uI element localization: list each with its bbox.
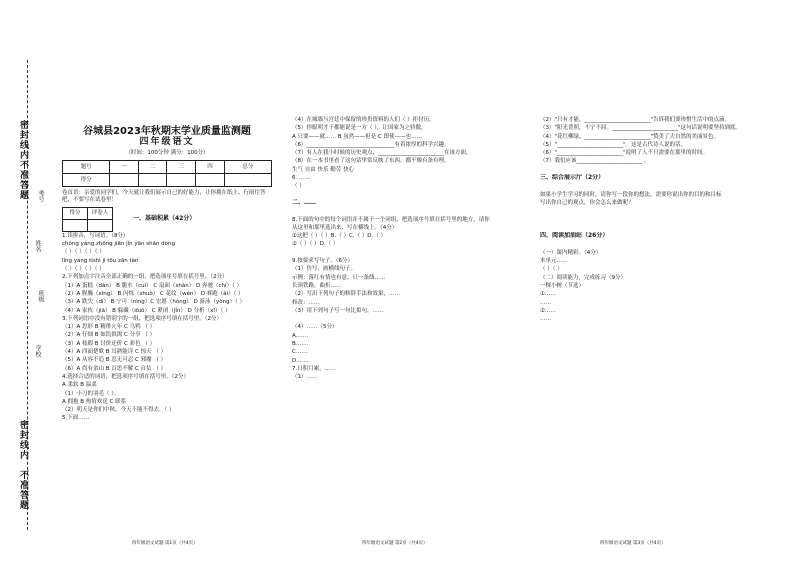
question-line bbox=[292, 249, 507, 257]
question-line bbox=[292, 207, 507, 215]
question-line: A 柔软 B 温柔 bbox=[62, 382, 97, 389]
question-list bbox=[540, 116, 755, 323]
question-line: （3）用下列句子写一句比拟句，…… bbox=[292, 307, 384, 314]
question-line: （1）小刀的羽毛（ ）。 bbox=[62, 390, 120, 397]
question-line: （4）A 家伙（jiā） B 躲藏（duǒ） C 紧闭（jǐn） D 分析（xī）（ ） bbox=[62, 307, 231, 314]
score-head-cell: 四 bbox=[196, 160, 225, 173]
question-line: （4）"花红柳绿，________________________"赞美了大自然的美丽景色。 bbox=[540, 133, 720, 140]
grader-score-field[interactable] bbox=[63, 219, 88, 231]
question-line: （2）A 仔细 B 如饥似渴 C 分享 （ ） bbox=[62, 332, 156, 339]
question-list bbox=[62, 232, 272, 423]
grader-name-field[interactable] bbox=[88, 219, 113, 231]
page-3 bbox=[540, 0, 755, 561]
exam-title: 谷城县2023年秋期末学业质量监测题 bbox=[83, 126, 251, 137]
question-line: （5）A 从容不追 B 忍无可忍 C 邪魔 （ ） bbox=[62, 357, 167, 364]
question-line: （3）"阳光普照，不宁不屈。________________________"这句话说明要坚持到底。 bbox=[540, 125, 742, 132]
question-line bbox=[540, 216, 755, 224]
question-line: 7.日积月累。…… bbox=[292, 365, 336, 372]
class-label: 班级 bbox=[37, 290, 44, 302]
page-2 bbox=[292, 0, 507, 561]
score-cell[interactable] bbox=[167, 173, 196, 186]
question-line: （1）仿写，画横线句子。 bbox=[292, 266, 357, 273]
question-line: （ ）（ ） bbox=[540, 266, 563, 273]
question-line: D.…… bbox=[292, 357, 309, 364]
question-line: （3）A 跌失（dí） B 宁可（nìng）C 宏愿（hóng） D 游泳（yǒng）（ ） bbox=[62, 299, 246, 306]
question-line: ①这把（ ）（ ）B.（ ）C.（ ）D.（ ） bbox=[292, 233, 387, 240]
question-line: （5）"________________________"。这是古代诗人说的话。 bbox=[540, 141, 687, 148]
question-line: A 拥抱 B 热情欢送 C 联系 bbox=[62, 398, 127, 405]
page-footer: 四年级语文试题 第3页（共4页） bbox=[600, 541, 666, 546]
score-cell[interactable] bbox=[196, 173, 225, 186]
exam-id-label: 考号 bbox=[37, 190, 44, 202]
question-line bbox=[540, 224, 755, 232]
question-line: A 只要——就…… B 虽然——但是 C 即使——也…… bbox=[292, 133, 423, 140]
question-list bbox=[292, 116, 507, 382]
school-label: 学校 bbox=[34, 345, 41, 357]
question-line: （ ）（ ）（ ）（ ） bbox=[62, 249, 105, 256]
question-line: C.…… bbox=[292, 349, 309, 356]
question-line: （一）课内精彩。（4分） bbox=[540, 249, 602, 256]
no-answer-label-bottom: 不准答题 bbox=[18, 470, 28, 510]
question-line: （2）明天是你们中秋，今天不能不得去。（ ） bbox=[62, 407, 175, 414]
question-line: （2）写出下列句子的修辞手法和效果，…… bbox=[292, 291, 401, 298]
grader-score-label: 得分 bbox=[63, 207, 88, 219]
grader-name-label: 评卷人 bbox=[88, 207, 113, 219]
seal-label-top: 密封线内 bbox=[18, 120, 28, 160]
question-line: 3.下列词语中没有错别字的一组，把选项序号填在括号里。（2分） bbox=[62, 315, 222, 322]
score-head-cell: 总分 bbox=[224, 160, 271, 173]
question-line: 本单元…… bbox=[540, 258, 568, 265]
score-cell: 得分 bbox=[63, 173, 110, 186]
question-line: （二）阅读能力，完成练习（9分） bbox=[540, 274, 627, 281]
question-line: 6. …… bbox=[292, 175, 310, 182]
question-line: 9.按要求写句子。（6分） bbox=[292, 258, 353, 265]
question-line: 二、…… bbox=[292, 198, 317, 206]
question-line: A.…… bbox=[292, 332, 309, 339]
question-line: 示例：落红有情也有意，只一条线…… bbox=[292, 274, 386, 281]
name-label: 姓名 bbox=[34, 240, 41, 252]
question-line: 写出你自己的观点，你会怎么来做呢？ bbox=[540, 199, 634, 206]
score-head-cell: 三 bbox=[167, 160, 196, 173]
question-line: ①…… bbox=[540, 291, 556, 298]
seal-label-bottom: 密封线内 bbox=[18, 420, 28, 460]
question-line: 三、综合展示厅（2分） bbox=[540, 174, 605, 182]
binding-sidebar bbox=[0, 0, 44, 561]
question-line: （4）……（5分） bbox=[292, 324, 338, 331]
question-line: ②（ ）（ ）D.（ ） bbox=[292, 241, 339, 248]
question-line: 生气 自由 快乐 勤劳 快心 bbox=[292, 166, 354, 173]
section-heading: 一、基础积累（42分） bbox=[133, 215, 196, 223]
no-answer-label-top: 不准答题 bbox=[18, 160, 28, 200]
score-cell[interactable] bbox=[224, 173, 271, 186]
question-line: chóng yáng zhōng jiān jǐn yān shān dòng bbox=[62, 241, 176, 248]
question-line bbox=[540, 240, 755, 248]
question-line: （6）A 尚有余山 B 百思不解 C 自负 （ ） bbox=[62, 365, 167, 372]
question-line: 从这里和那里选出来，写在横线上。（4分） bbox=[292, 224, 398, 231]
question-line: 5.下面…… bbox=[62, 415, 90, 422]
question-line bbox=[292, 315, 507, 323]
score-head-cell: 一 bbox=[110, 160, 139, 173]
page-footer: 四年级语文试题 第1页（共4页） bbox=[132, 541, 198, 546]
question-line: 长领铁路，曲折…… bbox=[292, 282, 342, 289]
question-line: （4）在城墙与宫廷中保留的珍贵资料的人们（ ）拒付历。 bbox=[292, 117, 435, 123]
question-line: 4.选择合适的词语，把选项序号填在括号里。（2分） bbox=[62, 373, 189, 380]
question-line: （7）有人在我小时候的历史观点，________________________在该方面。 bbox=[292, 150, 472, 157]
question-line: （5）你聪明才干都能说是一方（ ），让国家为之骄傲。 bbox=[292, 125, 427, 132]
exam-subtitle: 四年级语文 bbox=[139, 137, 195, 148]
question-line: …… bbox=[540, 299, 551, 306]
score-table bbox=[62, 160, 272, 187]
question-line: B.…… bbox=[292, 341, 309, 348]
score-head-cell: 题号 bbox=[63, 160, 110, 173]
question-line: （2）A 腥臊（xīng） B 闪烁（shuò） C 花纹（wén） D 赛跑（ài）（ ） bbox=[62, 290, 244, 297]
question-line: （3）A 枝瑕 B 讨价还价 C 彩色 （ ） bbox=[62, 340, 156, 347]
page-1 bbox=[62, 0, 272, 561]
score-cell[interactable] bbox=[138, 173, 167, 186]
exam-meta: （时间：100分钟 满分：100分） bbox=[125, 149, 209, 156]
question-line bbox=[540, 166, 755, 174]
question-line: 2.下列加点字注音全部正确的一组，把选项序号填在括号里。（2分） bbox=[62, 274, 228, 281]
question-line: （1）A 蛋糕（dàn） B 脆水（cuì） C 扇面（shān） D 奔驰（chí）（ ） bbox=[62, 282, 242, 289]
question-line: …… bbox=[540, 316, 551, 323]
question-line: 一棵小树（节选） bbox=[540, 282, 585, 289]
score-cell[interactable] bbox=[110, 173, 139, 186]
question-line: （ ） bbox=[292, 183, 305, 190]
question-line: lǐng yáng tíshì jì tōu zān tàn bbox=[62, 257, 139, 264]
question-line bbox=[292, 191, 507, 199]
question-line: ②…… bbox=[540, 307, 556, 314]
score-head-cell: 二 bbox=[138, 160, 167, 173]
question-line: 1.读拼音，写词语。（8分） bbox=[62, 232, 129, 239]
question-line: 8.下面的句中的每个词语并不属于一个同组，把选项序号填在括号里的地方，请你 bbox=[292, 216, 490, 223]
question-line: （1）A 思形 B 精徘亢年 C 乌鸦 （ ） bbox=[62, 324, 156, 331]
question-line: （6）"________________________"说明了人不只需要在那里的时间。 bbox=[540, 150, 709, 157]
question-line: （6）________________________________有着浓厚的科学兴趣。 bbox=[292, 141, 450, 148]
question-line: （7）我们应该________________________ 。 bbox=[540, 158, 650, 165]
question-line: （2）"只有才能，________________________"告诉我们要珍惜生活中的点滴。 bbox=[540, 117, 731, 123]
intro-note: 卷首语：亲爱的同学们，今天就让我们展示自己的好能力，让你拥在纸上、行雨往答吧，不要写在试卷里！ bbox=[62, 189, 266, 203]
question-line: 修改：…… bbox=[292, 299, 320, 306]
question-line: 如果小学生学习的同时，请你写一段你的想法，需要你说出你的目的和目标 bbox=[540, 191, 722, 198]
question-line: 四、阅读加油站（26分） bbox=[540, 232, 609, 240]
question-line: （4）A 四面楚歌 B 耳熟能详 C 惊天 （ ） bbox=[62, 349, 167, 356]
question-line: （1）…… bbox=[292, 374, 318, 381]
page-footer: 四年级语文试题 第2页（共4页） bbox=[362, 541, 428, 546]
grader-box bbox=[62, 207, 113, 232]
question-line: （8）在一本书里看了这句话里常反映了东西，都不像有条有理。 bbox=[292, 158, 450, 165]
question-line bbox=[540, 207, 755, 215]
question-line: （ ）（ ）（ ）（ ） bbox=[62, 266, 105, 273]
question-line bbox=[540, 182, 755, 190]
